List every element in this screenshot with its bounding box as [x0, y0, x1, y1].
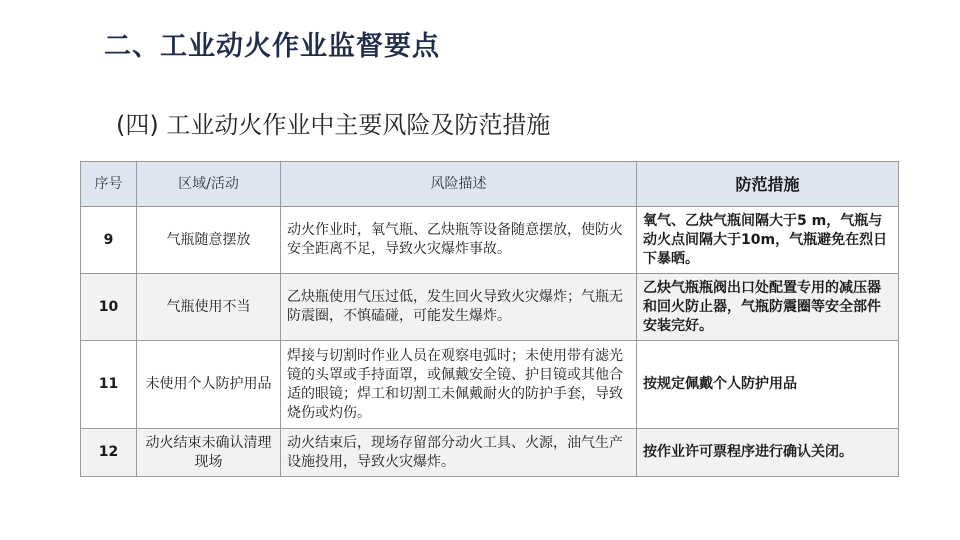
row-measure: 按规定佩戴个人防护用品 [637, 341, 899, 429]
row-area: 气瓶使用不当 [137, 274, 281, 341]
row-risk: 动火结束后，现场存留部分动火工具、火源，油气生产设施投用，导致火灾爆炸。 [281, 429, 637, 477]
row-area: 动火结束未确认清理现场 [137, 429, 281, 477]
header-measure: 防范措施 [637, 162, 899, 207]
row-area: 气瓶随意摆放 [137, 207, 281, 274]
table-header-row [81, 162, 899, 207]
row-measure: 氧气、乙炔气瓶间隔大于5 m，气瓶与动火点间隔大于10m，气瓶避免在烈日下暴晒。 [637, 207, 899, 274]
header-risk: 风险描述 [281, 162, 637, 207]
row-risk: 乙炔瓶使用气压过低，发生回火导致火灾爆炸；气瓶无防震圈，不慎磕碰，可能发生爆炸。 [281, 274, 637, 341]
row-number: 9 [81, 207, 137, 274]
row-area: 未使用个人防护用品 [137, 341, 281, 429]
row-number: 12 [81, 429, 137, 477]
section-subtitle: (四) 工业动火作业中主要风险及防范措施 [116, 111, 551, 139]
table-row [81, 341, 899, 429]
row-measure: 按作业许可票程序进行确认关闭。 [637, 429, 899, 477]
row-number: 10 [81, 274, 137, 341]
header-area: 区域/活动 [137, 162, 281, 207]
row-risk: 焊接与切割时作业人员在观察电弧时；未使用带有滤光镜的头罩或手持面罩，或佩戴安全镜、护目镜或其他合适的眼镜；焊工和切割工未佩戴耐火的防护手套，导致烧伤或灼伤。 [281, 341, 637, 429]
row-risk: 动火作业时，氧气瓶、乙炔瓶等设备随意摆放，使防火安全距离不足，导致火灾爆炸事故。 [281, 207, 637, 274]
header-no: 序号 [81, 162, 137, 207]
table-row [81, 207, 899, 274]
table-row [81, 429, 899, 477]
table-row [81, 274, 899, 341]
page-title: 二、工业动火作业监督要点 [104, 31, 440, 62]
row-number: 11 [81, 341, 137, 429]
risk-table [80, 161, 899, 477]
row-measure: 乙炔气瓶瓶阀出口处配置专用的减压器和回火防止器，气瓶防震圈等安全部件安装完好。 [637, 274, 899, 341]
